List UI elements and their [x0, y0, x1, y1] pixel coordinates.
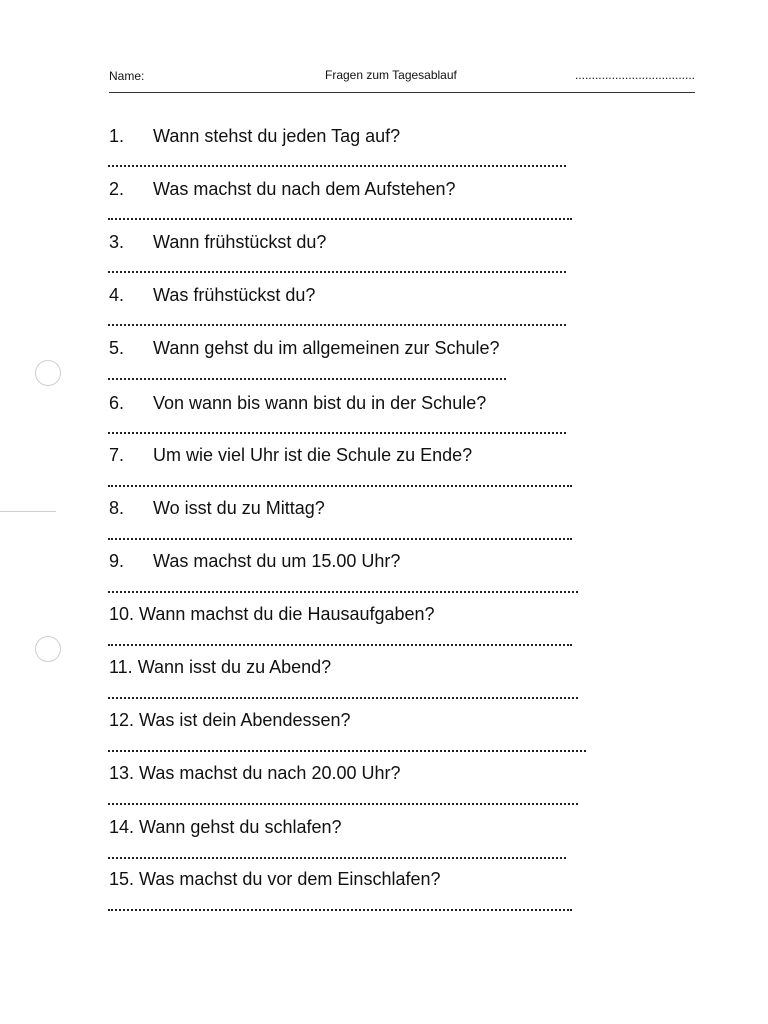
question-number: 14.: [109, 817, 135, 837]
question-text: Was machst du um 15.00 Uhr?: [153, 551, 401, 571]
question-number: 13.: [109, 763, 135, 783]
answer-line-13[interactable]: [108, 801, 578, 805]
question-number: 7.: [109, 445, 125, 465]
question-text: Was machst du vor dem Einschlafen?: [139, 869, 441, 889]
question-number: 3.: [109, 232, 125, 252]
answer-line-3[interactable]: [108, 269, 566, 273]
answer-line-5[interactable]: [108, 376, 506, 380]
question-4: [109, 284, 315, 306]
answer-line-1[interactable]: [108, 163, 566, 167]
question-1: [109, 125, 400, 147]
fold-mark: [0, 511, 56, 512]
question-2: [109, 178, 456, 200]
question-11: [109, 656, 331, 678]
question-text: Was machst du nach dem Aufstehen?: [153, 179, 456, 199]
question-text: Wann gehst du schlafen?: [139, 817, 342, 837]
question-text: Wann machst du die Hausaufgaben?: [139, 604, 435, 624]
question-number: 4.: [109, 285, 125, 305]
question-15: [109, 868, 441, 890]
answer-line-8[interactable]: [108, 536, 572, 540]
question-number: 10.: [109, 604, 135, 624]
question-3: [109, 231, 326, 253]
question-number: 11.: [109, 657, 133, 677]
name-label: Name:: [109, 69, 145, 83]
question-text: Von wann bis wann bist du in der Schule?: [153, 393, 487, 413]
question-8: [109, 497, 325, 519]
answer-line-4[interactable]: [108, 322, 566, 326]
answer-line-12[interactable]: [108, 748, 586, 752]
question-5: [109, 337, 500, 359]
question-13: [109, 762, 401, 784]
answer-line-15[interactable]: [108, 907, 572, 911]
question-text: Was ist dein Abendessen?: [139, 710, 351, 730]
question-6: [109, 392, 486, 414]
question-12: [109, 709, 351, 731]
question-number: 6.: [109, 393, 125, 413]
question-text: Wann stehst du jeden Tag auf?: [153, 126, 401, 146]
question-text: Was frühstückst du?: [153, 285, 316, 305]
question-number: 2.: [109, 179, 125, 199]
answer-line-9[interactable]: [108, 589, 578, 593]
question-10: [109, 603, 435, 625]
question-number: 12.: [109, 710, 135, 730]
date-field-dots: ....................................: [574, 68, 695, 82]
question-number: 8.: [109, 498, 125, 518]
answer-line-7[interactable]: [108, 483, 572, 487]
question-number: 1.: [109, 126, 125, 146]
question-number: 5.: [109, 338, 125, 358]
answer-line-6[interactable]: [108, 430, 566, 434]
answer-line-14[interactable]: [108, 855, 566, 859]
worksheet-header: [109, 66, 695, 93]
punch-hole-bottom: [35, 636, 61, 662]
question-7: [109, 444, 472, 466]
answer-line-10[interactable]: [108, 642, 572, 646]
answer-line-11[interactable]: [108, 695, 578, 699]
question-9: [109, 550, 400, 572]
question-text: Wann gehst du im allgemeinen zur Schule?: [153, 338, 500, 358]
answer-line-2[interactable]: [108, 216, 572, 220]
question-number: 15.: [109, 869, 135, 889]
worksheet-title: Fragen zum Tagesablauf: [325, 68, 457, 82]
question-text: Wo isst du zu Mittag?: [153, 498, 325, 518]
punch-hole-top: [35, 360, 61, 386]
question-number: 9.: [109, 551, 125, 571]
question-text: Wann isst du zu Abend?: [137, 657, 332, 677]
question-text: Was machst du nach 20.00 Uhr?: [139, 763, 401, 783]
question-14: [109, 816, 342, 838]
question-text: Wann frühstückst du?: [153, 232, 327, 252]
question-text: Um wie viel Uhr ist die Schule zu Ende?: [153, 445, 473, 465]
